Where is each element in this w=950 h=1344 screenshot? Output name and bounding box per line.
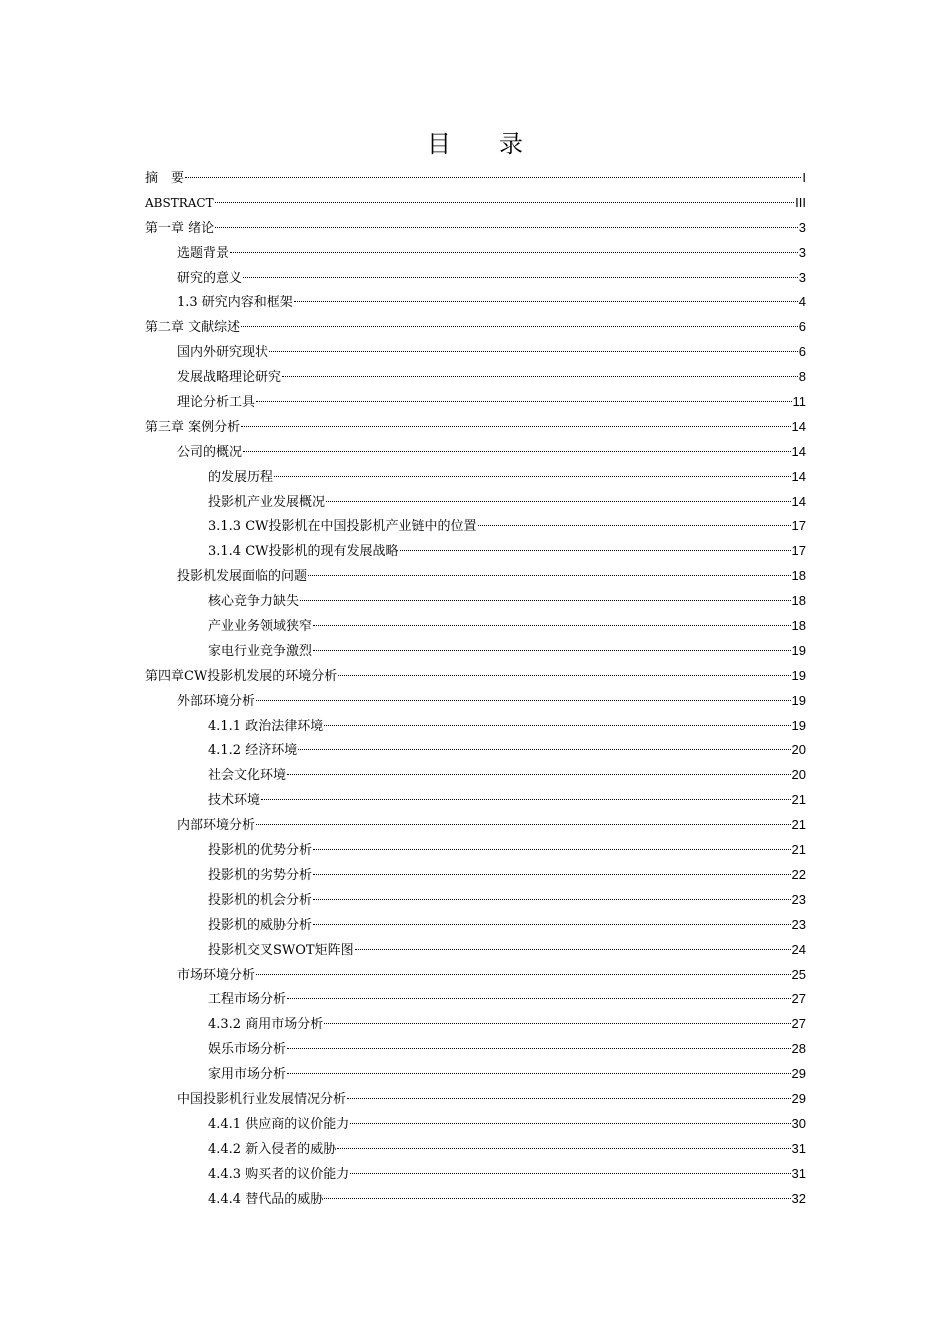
toc-entry-label: 理论分析工具 xyxy=(177,395,256,411)
toc-dot-leader xyxy=(308,574,791,576)
toc-entry-label: 4.3.2 商用市场分析 xyxy=(208,1017,324,1033)
toc-entry-label: 4.1.1 政治法律环境 xyxy=(208,718,324,734)
toc-entry-label: 摘 要 xyxy=(145,171,185,186)
toc-entry[interactable] xyxy=(145,241,806,266)
toc-entry[interactable] xyxy=(145,539,806,564)
toc-dot-leader xyxy=(313,898,791,900)
toc-list xyxy=(145,166,806,1211)
toc-entry[interactable] xyxy=(145,390,806,415)
toc-dot-leader xyxy=(274,475,791,477)
toc-entry[interactable] xyxy=(145,813,806,838)
toc-entry[interactable] xyxy=(145,1187,806,1212)
toc-entry[interactable] xyxy=(145,938,806,963)
toc-entry-page-number: 20 xyxy=(791,767,806,783)
toc-entry-label: 3.1.3 CW投影机在中国投影机产业链中的位置 xyxy=(208,519,477,535)
toc-entry-label: 选题背景 xyxy=(177,245,230,261)
toc-entry-label: 4.4.2 新入侵者的威胁 xyxy=(208,1141,337,1157)
toc-entry-page-number: 19 xyxy=(791,692,806,708)
toc-entry-label: 家用市场分析 xyxy=(208,1067,287,1083)
toc-dot-leader xyxy=(350,1122,790,1124)
toc-entry-page-number: 27 xyxy=(791,1016,806,1032)
toc-entry-page-number: 18 xyxy=(791,618,806,634)
toc-entry[interactable] xyxy=(145,1162,806,1187)
toc-entry[interactable] xyxy=(145,1062,806,1087)
toc-entry-page-number: 22 xyxy=(791,866,806,882)
toc-entry-label: 工程市场分析 xyxy=(208,992,287,1008)
toc-entry-page-number: 27 xyxy=(791,991,806,1007)
toc-entry-page-number: 14 xyxy=(791,493,806,509)
toc-dot-leader xyxy=(313,923,791,925)
toc-entry[interactable] xyxy=(145,763,806,788)
toc-entry[interactable] xyxy=(145,589,806,614)
toc-entry[interactable] xyxy=(145,863,806,888)
toc-entry-label: 投影机的威胁分析 xyxy=(208,917,313,933)
toc-entry-page-number: 3 xyxy=(798,269,806,285)
toc-dot-leader xyxy=(287,997,791,999)
toc-dot-leader xyxy=(241,425,790,427)
toc-entry-page-number: 14 xyxy=(791,468,806,484)
toc-entry-page-number: 31 xyxy=(791,1165,806,1181)
toc-entry[interactable] xyxy=(145,838,806,863)
toc-dot-leader xyxy=(256,400,791,402)
toc-dot-leader xyxy=(256,823,791,825)
toc-entry-page-number: 14 xyxy=(791,418,806,434)
toc-dot-leader xyxy=(300,599,791,601)
toc-entry-label: 3.1.4 CW投影机的现有发展战略 xyxy=(208,544,399,560)
toc-title-char: 录 xyxy=(499,130,523,158)
toc-entry-page-number: 30 xyxy=(791,1115,806,1131)
toc-dot-leader xyxy=(215,201,795,203)
toc-entry-label: 4.4.1 供应商的议价能力 xyxy=(208,1116,350,1132)
toc-title xyxy=(0,124,950,159)
toc-entry-page-number: 23 xyxy=(791,891,806,907)
toc-entry-label: 市场环境分析 xyxy=(177,967,256,983)
toc-entry[interactable] xyxy=(145,340,806,365)
toc-entry[interactable] xyxy=(145,564,806,589)
toc-entry-page-number: 20 xyxy=(791,742,806,758)
toc-dot-leader xyxy=(241,325,798,327)
toc-entry-page-number: 8 xyxy=(798,369,806,385)
toc-entry-page-number: 11 xyxy=(792,394,806,410)
toc-entry-page-number: 17 xyxy=(791,518,806,534)
toc-entry-label: 第四章CW投影机发展的环境分析 xyxy=(145,668,338,684)
toc-dot-leader xyxy=(326,500,791,502)
toc-entry-label: 投影机交叉SWOT矩阵图 xyxy=(208,942,354,958)
toc-title-char: 目 xyxy=(427,130,451,158)
toc-dot-leader xyxy=(324,724,790,726)
toc-entry[interactable] xyxy=(145,738,806,763)
toc-dot-leader xyxy=(313,649,791,651)
toc-entry-page-number: 18 xyxy=(791,593,806,609)
toc-entry-label: 投影机产业发展概况 xyxy=(208,494,326,510)
toc-dot-leader xyxy=(347,1097,791,1099)
toc-entry-label: 投影机的优势分析 xyxy=(208,843,313,859)
toc-dot-leader xyxy=(313,624,791,626)
toc-entry[interactable] xyxy=(145,639,806,664)
toc-entry-label: 公司的概况 xyxy=(177,444,243,460)
toc-entry[interactable] xyxy=(145,1087,806,1112)
toc-dot-leader xyxy=(269,350,798,352)
toc-entry-label: 内部环境分析 xyxy=(177,818,256,834)
toc-entry-label: 4.4.4 替代品的威胁 xyxy=(208,1191,324,1207)
toc-entry-page-number: 29 xyxy=(791,1066,806,1082)
toc-entry-page-number: 14 xyxy=(791,443,806,459)
toc-dot-leader xyxy=(243,450,791,452)
toc-entry-page-number: 3 xyxy=(798,244,806,260)
toc-dot-leader xyxy=(313,848,791,850)
toc-entry-label: 中国投影机行业发展情况分析 xyxy=(177,1091,347,1107)
toc-entry-label: 4.1.2 经济环境 xyxy=(208,743,298,759)
toc-dot-leader xyxy=(282,375,798,377)
toc-entry-label: 的发展历程 xyxy=(208,469,274,485)
toc-entry-page-number: 19 xyxy=(791,717,806,733)
toc-entry[interactable] xyxy=(145,788,806,813)
toc-entry[interactable] xyxy=(145,987,806,1012)
toc-entry-label: 投影机的机会分析 xyxy=(208,892,313,908)
toc-entry-page-number: 19 xyxy=(791,642,806,658)
toc-entry-label: 4.4.3 购买者的议价能力 xyxy=(208,1166,350,1182)
toc-entry[interactable] xyxy=(145,689,806,714)
toc-entry-page-number: 24 xyxy=(791,941,806,957)
toc-entry-page-number: 28 xyxy=(791,1041,806,1057)
toc-entry-label: 研究的意义 xyxy=(177,270,243,286)
toc-entry-page-number: 21 xyxy=(791,792,806,808)
toc-dot-leader xyxy=(261,798,791,800)
toc-entry-page-number: 4 xyxy=(798,294,806,310)
toc-dot-leader xyxy=(337,1147,790,1149)
toc-dot-leader xyxy=(287,1072,791,1074)
toc-dot-leader xyxy=(350,1172,790,1174)
toc-entry-page-number: 29 xyxy=(791,1090,806,1106)
toc-entry[interactable] xyxy=(145,440,806,465)
toc-dot-leader xyxy=(324,1197,790,1199)
toc-dot-leader xyxy=(215,226,798,228)
toc-dot-leader xyxy=(256,699,791,701)
toc-entry-page-number: 21 xyxy=(791,842,806,858)
toc-dot-leader xyxy=(478,524,791,526)
toc-entry-label: 投影机发展面临的问题 xyxy=(177,569,308,585)
toc-entry[interactable] xyxy=(145,266,806,291)
toc-entry[interactable] xyxy=(145,614,806,639)
toc-entry-page-number: 18 xyxy=(791,568,806,584)
toc-entry-page-number: 32 xyxy=(791,1190,806,1206)
toc-entry-label: 国内外研究现状 xyxy=(177,345,269,361)
toc-entry[interactable] xyxy=(145,664,806,689)
toc-entry-label: 产业业务领域狭窄 xyxy=(208,619,313,635)
toc-entry[interactable] xyxy=(145,465,806,490)
toc-entry-page-number: 3 xyxy=(798,219,806,235)
toc-dot-leader xyxy=(298,748,790,750)
toc-entry[interactable] xyxy=(145,913,806,938)
toc-entry-label: 核心竞争力缺失 xyxy=(208,594,300,610)
toc-entry-page-number: 31 xyxy=(791,1140,806,1156)
toc-dot-leader xyxy=(230,251,798,253)
toc-dot-leader xyxy=(324,1022,790,1024)
toc-entry[interactable] xyxy=(145,415,806,440)
toc-dot-leader xyxy=(338,674,790,676)
toc-dot-leader xyxy=(256,973,791,975)
toc-dot-leader xyxy=(287,1047,791,1049)
toc-entry[interactable] xyxy=(145,963,806,988)
toc-entry[interactable] xyxy=(145,365,806,390)
toc-entry-page-number: 19 xyxy=(791,667,806,683)
toc-dot-leader xyxy=(355,948,791,950)
toc-entry[interactable] xyxy=(145,490,806,515)
toc-entry[interactable] xyxy=(145,714,806,739)
toc-entry-page-number: 6 xyxy=(798,319,806,335)
toc-entry[interactable] xyxy=(145,1137,806,1162)
toc-dot-leader xyxy=(313,873,791,875)
toc-entry[interactable] xyxy=(145,1112,806,1137)
toc-entry-page-number: 17 xyxy=(791,543,806,559)
toc-entry[interactable] xyxy=(145,315,806,340)
toc-entry-label: 娱乐市场分析 xyxy=(208,1042,287,1058)
toc-entry[interactable] xyxy=(145,1012,806,1037)
toc-entry-label: 第一章 绪论 xyxy=(145,220,215,236)
toc-entry-page-number: 25 xyxy=(791,966,806,982)
toc-dot-leader xyxy=(185,176,801,178)
toc-dot-leader xyxy=(400,549,791,551)
toc-entry-label: 第三章 案例分析 xyxy=(145,419,241,435)
toc-entry-page-number: I xyxy=(802,170,806,185)
toc-entry-label: 第二章 文献综述 xyxy=(145,320,241,336)
toc-entry-page-number: 6 xyxy=(798,344,806,360)
toc-entry-page-number: 21 xyxy=(791,817,806,833)
toc-entry-label: ABSTRACT xyxy=(145,195,214,210)
toc-entry-page-number: III xyxy=(795,194,806,210)
toc-entry-label: 发展战略理论研究 xyxy=(177,370,282,386)
toc-entry-label: 社会文化环境 xyxy=(208,768,287,784)
toc-entry[interactable] xyxy=(145,290,806,315)
toc-entry-label: 1.3 研究内容和框架 xyxy=(177,295,293,311)
toc-entry-label: 外部环境分析 xyxy=(177,693,256,709)
toc-dot-leader xyxy=(243,276,798,278)
toc-entry[interactable] xyxy=(145,216,806,241)
toc-dot-leader xyxy=(294,300,798,302)
toc-entry-label: 投影机的劣势分析 xyxy=(208,867,313,883)
toc-entry-page-number: 23 xyxy=(791,916,806,932)
toc-dot-leader xyxy=(287,773,791,775)
toc-entry[interactable] xyxy=(145,514,806,539)
toc-entry[interactable] xyxy=(145,1037,806,1062)
toc-entry-label: 技术环境 xyxy=(208,793,261,809)
toc-entry[interactable] xyxy=(145,166,806,191)
toc-entry[interactable] xyxy=(145,888,806,913)
toc-entry[interactable] xyxy=(145,191,806,216)
toc-entry-label: 家电行业竞争激烈 xyxy=(208,643,313,659)
